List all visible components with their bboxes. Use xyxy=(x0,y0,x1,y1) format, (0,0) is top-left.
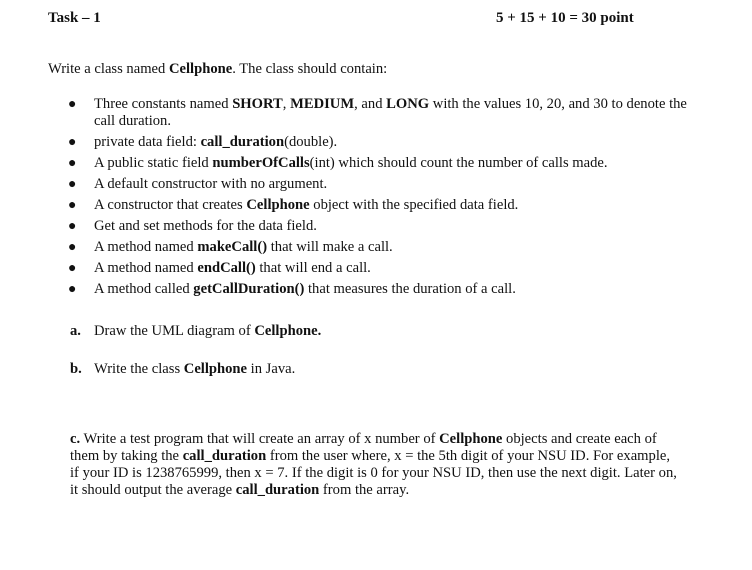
bullet-icon: ● xyxy=(68,282,77,297)
list-item-text: A method called getCallDuration() that measures the duration of a call. xyxy=(94,281,516,297)
list-item xyxy=(68,96,688,130)
list-item xyxy=(68,134,688,151)
list-item-text: Three constants named SHORT, MEDIUM, and LONG with the values 10, 20, and 30 to denote the call duration. xyxy=(94,96,687,129)
list-item-text: A method named makeCall() that will make a call. xyxy=(94,239,393,255)
question-b-suffix: in Java. xyxy=(247,361,296,377)
list-item-text: A constructor that creates Cellphone object with the specified data field. xyxy=(94,197,519,213)
list-item xyxy=(68,197,688,214)
bullet-icon: ● xyxy=(68,198,77,213)
question-a xyxy=(70,323,321,340)
bullet-icon: ● xyxy=(68,219,77,234)
bullet-icon: ● xyxy=(68,156,77,171)
question-a-text: Draw the UML diagram of xyxy=(94,323,255,339)
question-b-bold: Cellphone xyxy=(183,361,248,377)
question-b-label: b. xyxy=(70,361,82,377)
bullet-icon: ● xyxy=(68,97,77,112)
question-c: c. Write a test program that will create an array of x number of Cellphone objects and create each of them by taking the call_duration from the user where, x = the 5th digit of your NSU ID. For example, if your ID is 1238765999, then x = 7. If the digit is 0 for your NSU ID, then use the next digit. Later on, it should output the average call_duration from the array. xyxy=(70,431,677,498)
list-item xyxy=(68,155,688,172)
requirements-list xyxy=(68,96,688,302)
bullet-icon: ● xyxy=(68,177,77,192)
question-a-bold: Cellphone. xyxy=(254,323,322,339)
bullet-icon: ● xyxy=(68,240,77,255)
question-b-text: Write the class xyxy=(94,361,184,377)
list-item-text: A public static field numberOfCalls(int) which should count the number of calls made. xyxy=(94,155,608,171)
intro-class-name: Cellphone xyxy=(168,61,233,77)
question-a-label: a. xyxy=(70,323,81,339)
list-item-text: Get and set methods for the data field. xyxy=(94,218,317,234)
task-title: Task – 1 xyxy=(48,10,101,26)
list-item-text: A default constructor with no argument. xyxy=(94,176,328,192)
question-b xyxy=(70,361,295,378)
bullet-icon: ● xyxy=(68,135,77,150)
intro-text xyxy=(48,61,387,78)
list-item xyxy=(68,176,688,193)
list-item-text: A method named endCall() that will end a call. xyxy=(94,260,371,276)
list-item-text: private data field: call_duration(double). xyxy=(94,134,338,150)
list-item xyxy=(68,260,688,277)
list-item xyxy=(68,281,688,298)
task-points: 5 + 15 + 10 = 30 point xyxy=(496,10,634,26)
intro-prefix: Write a class named xyxy=(48,61,169,77)
question-c-label: c. xyxy=(70,431,81,447)
list-item xyxy=(68,218,688,235)
bullet-icon: ● xyxy=(68,261,77,276)
intro-suffix: . The class should contain: xyxy=(232,61,388,77)
list-item xyxy=(68,239,688,256)
